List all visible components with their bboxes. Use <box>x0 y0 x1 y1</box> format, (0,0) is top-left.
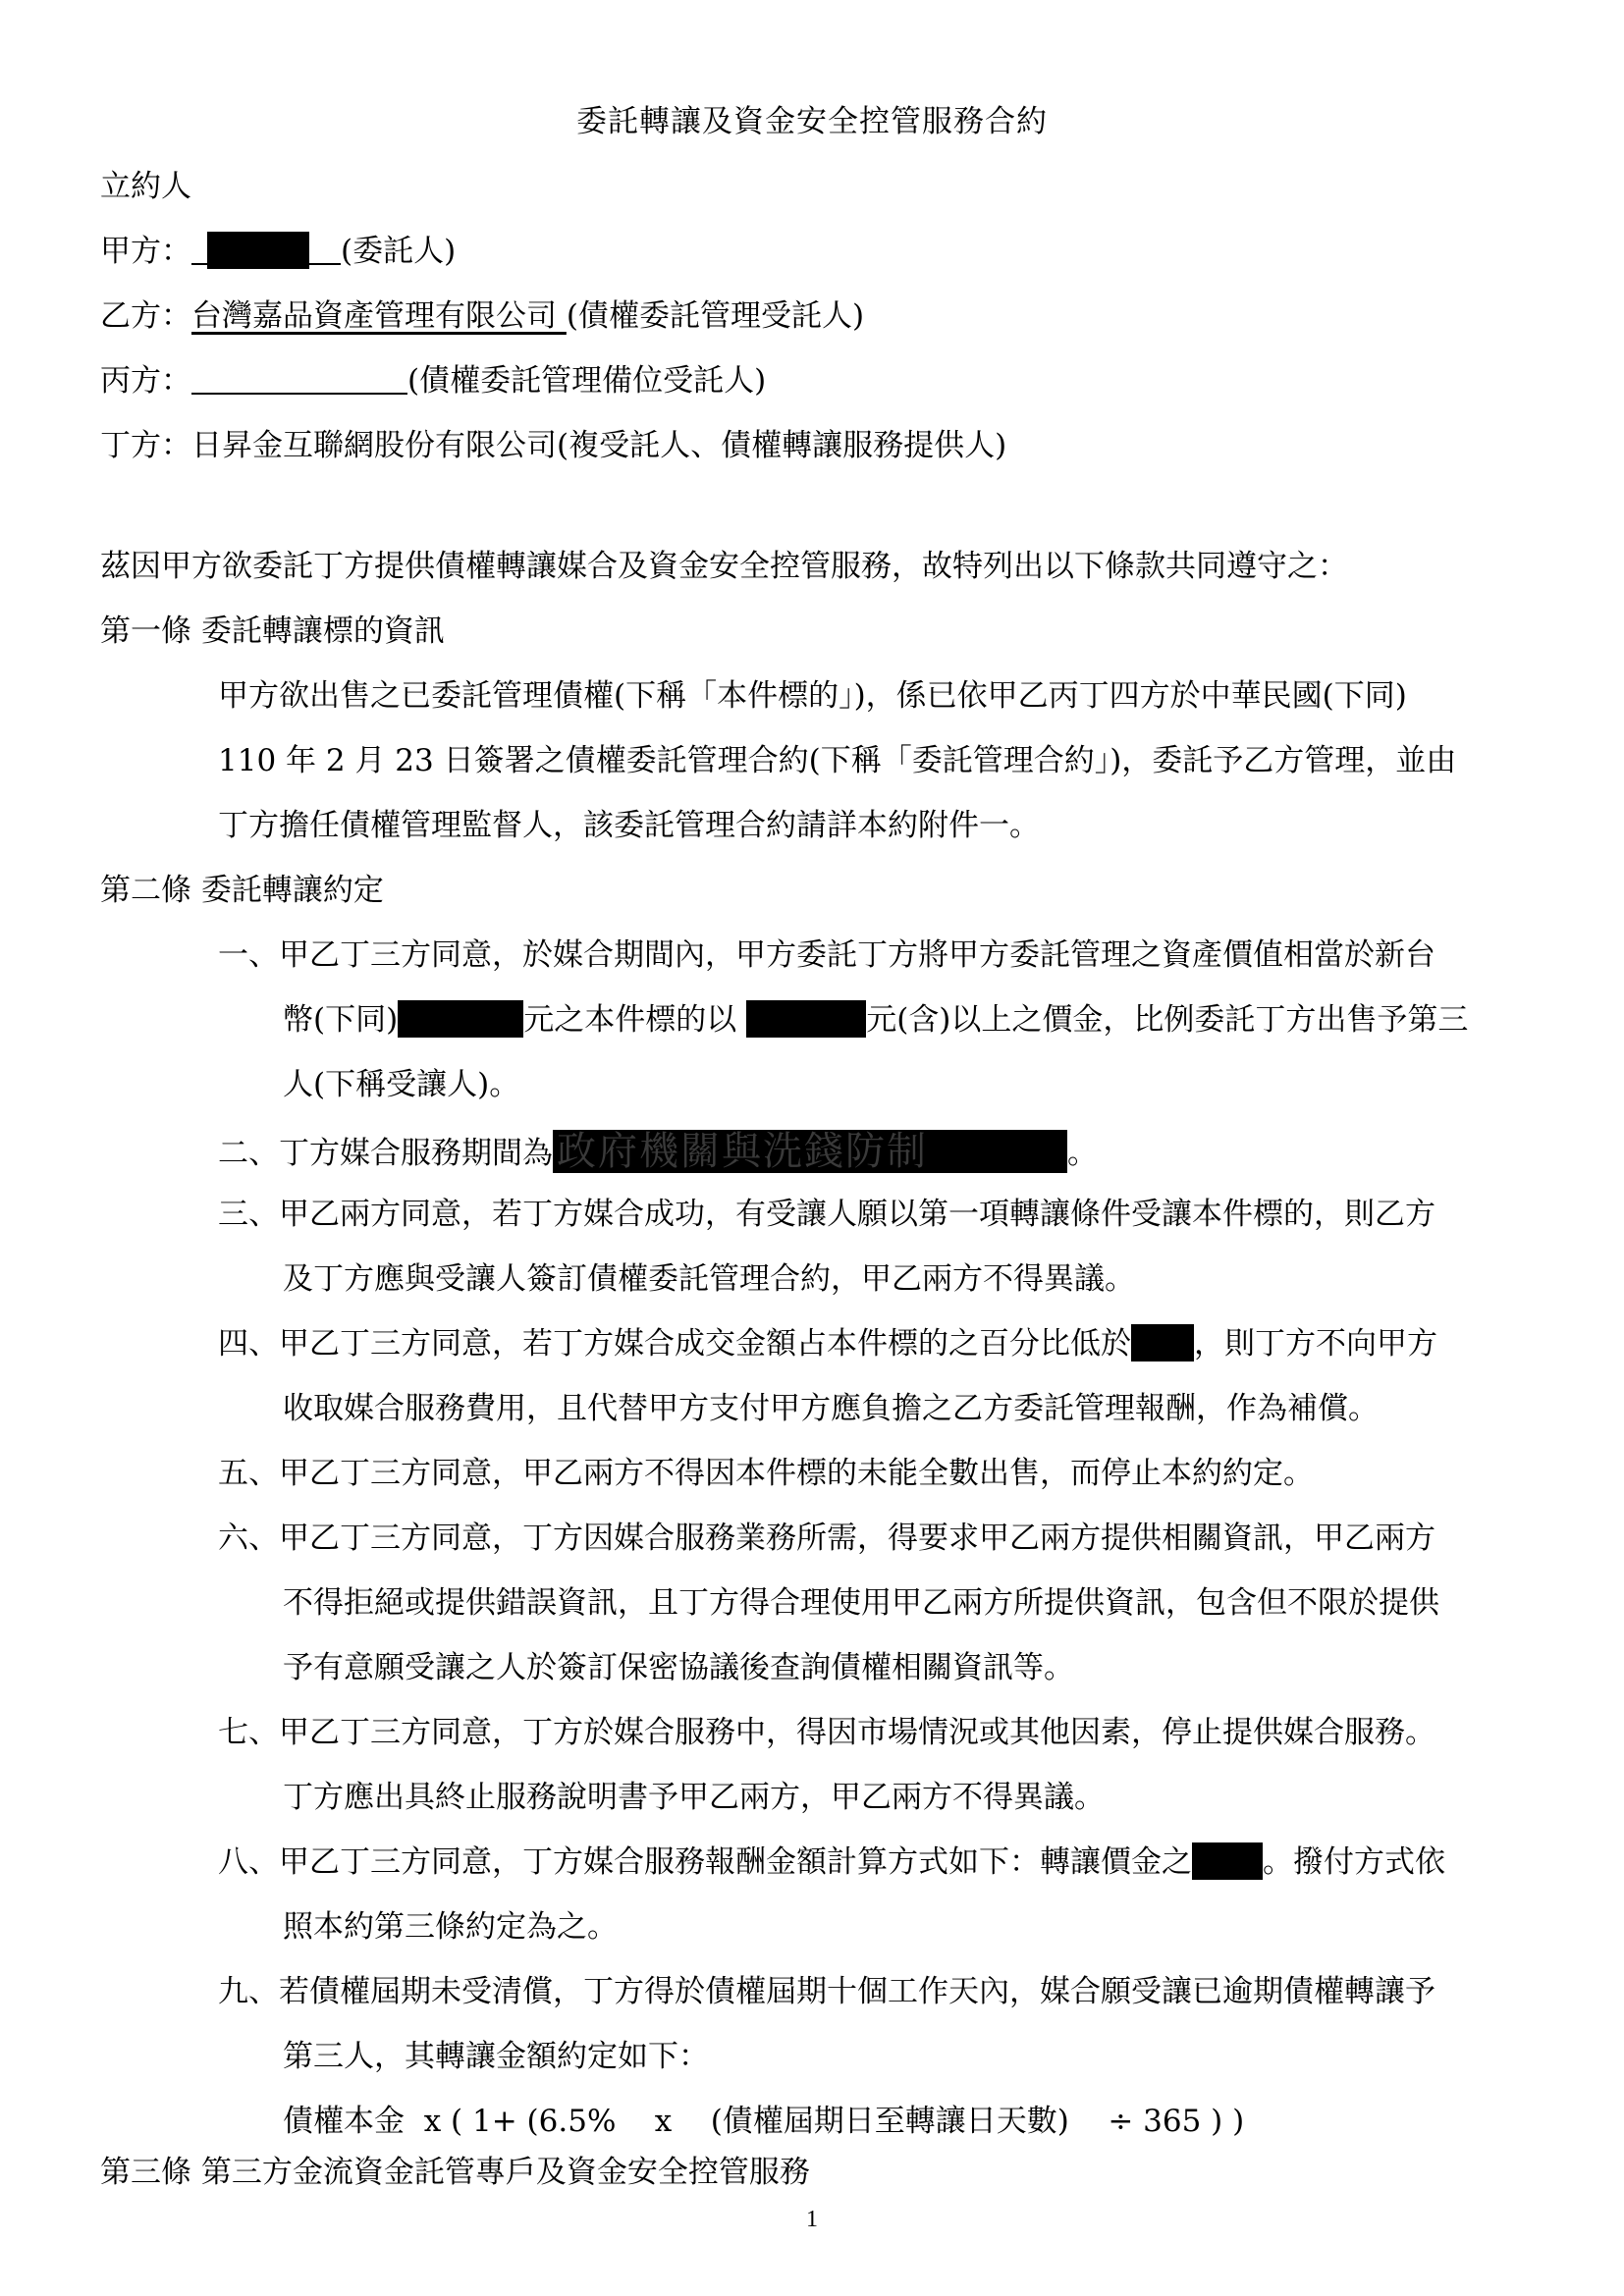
clause-9-line-1: 九、若債權屆期未受清償，丁方得於債權屆期十個工作天內，媒合願受讓已逾期債權轉讓予 <box>218 1974 1435 2009</box>
clause-9-line-2: 第三人，其轉讓金額約定如下： <box>283 2039 709 2074</box>
clause-4-line-2: 收取媒合服務費用，且代替甲方支付甲方應負擔之乙方委託管理報酬，作為補償。 <box>283 1391 1379 1426</box>
amount-redaction-1 <box>398 1000 523 1038</box>
party-d-line: 丁方：日昇金互聯網股份有限公司(複受託人、債權轉讓服務提供人) <box>100 428 1007 463</box>
party-c-label: 丙方： <box>100 363 191 399</box>
article-1-heading: 第一條 委託轉讓標的資訊 <box>100 614 445 649</box>
clause-8-text-b: 。撥付方式依 <box>1263 1844 1445 1880</box>
party-c-line <box>100 361 766 400</box>
article-1-line-3: 丁方擔任債權管理監督人，該委託管理合約請詳本約附件一。 <box>218 808 1040 843</box>
clause-3-line-1: 三、甲乙兩方同意，若丁方媒合成功，有受讓人願以第一項轉讓條件受讓本件標的，則乙方 <box>218 1197 1435 1232</box>
intro-paragraph: 茲因甲方欲委託丁方提供債權轉讓媒合及資金安全控管服務，故特列出以下條款共同遵守之： <box>100 549 1348 584</box>
clause-2-line <box>218 1130 1098 1173</box>
article-2-heading: 第二條 委託轉讓約定 <box>100 873 384 908</box>
party-b-label: 乙方： <box>100 298 191 334</box>
clause-1-line-3: 人(下稱受讓人)。 <box>283 1067 520 1102</box>
clause-7-line-2: 丁方應出具終止服務說明書予甲乙兩方，甲乙兩方不得異議。 <box>283 1780 1105 1815</box>
clause-1-line-1: 一、甲乙丁三方同意，於媒合期間內，甲方委託丁方將甲方委託管理之資產價值相當於新台 <box>218 937 1435 973</box>
clause-4-line-1 <box>218 1324 1437 1363</box>
article-1-line-2: 110 年 2 月 23 日簽署之債權委託管理合約(下稱「委託管理合約」)，委託予乙方管理，並由 <box>218 743 1457 778</box>
article-1-line-1: 甲方欲出售之已委託管理債權(下稱「本件標的」)，係已依甲乙丙丁四方於中華民國(下同) <box>218 678 1407 714</box>
clause-7-line-1: 七、甲乙丁三方同意，丁方於媒合服務中，得因市場情況或其他因素，停止提供媒合服務。 <box>218 1715 1435 1750</box>
clause-3-line-2: 及丁方應與受讓人簽訂債權委託管理合約，甲乙兩方不得異議。 <box>283 1261 1135 1297</box>
clause-4-text-b: ，則丁方不向甲方 <box>1194 1326 1437 1362</box>
party-b-name: 台灣嘉品資產管理有限公司 <box>191 298 567 334</box>
party-b-line <box>100 296 864 336</box>
clause-1-line-2 <box>283 1000 1468 1040</box>
clause-6-line-1: 六、甲乙丁三方同意，丁方因媒合服務業務所需，得要求甲乙兩方提供相關資訊，甲乙兩方 <box>218 1521 1435 1556</box>
party-a-line <box>100 232 456 271</box>
clause-4-text-a: 四、甲乙丁三方同意，若丁方媒合成交金額占本件標的之百分比低於 <box>218 1326 1131 1362</box>
clause-5-line: 五、甲乙丁三方同意，甲乙兩方不得因本件標的未能全數出售，而停止本約約定。 <box>218 1456 1314 1491</box>
amount-redaction-2 <box>746 1000 866 1038</box>
clause-8-line-1 <box>218 1842 1445 1882</box>
redaction-watermark: 政府機關與洗錢防制 <box>553 1130 1067 1173</box>
clause-6-line-3: 予有意願受讓之人於簽訂保密協議後查詢債權相關資訊等。 <box>283 1650 1074 1685</box>
clause-2-end: 。 <box>1067 1136 1098 1171</box>
party-a-blank-right <box>309 234 341 265</box>
party-c-role: (債權委託管理備位受託人) <box>407 363 767 399</box>
party-a-redaction <box>207 232 309 269</box>
percent-redaction <box>1131 1324 1194 1362</box>
party-b-role: (債權委託管理受託人) <box>566 298 865 334</box>
party-c-blank <box>191 363 407 395</box>
fee-redaction <box>1192 1842 1263 1880</box>
clause-1-text-a: 幣(下同) <box>283 1002 399 1038</box>
clause-1-text-b: 元之本件標的以 <box>523 1002 737 1038</box>
page-number: 1 <box>806 2207 818 2232</box>
clause-9-formula: 債權本金 x ( 1+ (6.5% x (債權屆期日至轉讓日天數) ÷ 365 ) ) <box>283 2104 1245 2139</box>
party-a-label: 甲方： <box>100 234 191 269</box>
clause-8-line-2: 照本約第三條約定為之。 <box>283 1909 618 1945</box>
parties-heading: 立約人 <box>100 169 191 204</box>
party-a-role: (委託人) <box>341 234 457 269</box>
doc-title: 委託轉讓及資金安全控管服務合約 <box>576 104 1048 139</box>
article-3-heading: 第三條 第三方金流資金託管專戶及資金安全控管服務 <box>100 2155 810 2190</box>
clause-1-text-c: 元(含)以上之價金，比例委託丁方出售予第三 <box>866 1002 1469 1038</box>
clause-6-line-2: 不得拒絕或提供錯誤資訊，且丁方得合理使用甲乙兩方所提供資訊，包含但不限於提供 <box>283 1585 1439 1621</box>
clause-2-text: 二、丁方媒合服務期間為 <box>218 1136 553 1171</box>
clause-8-text-a: 八、甲乙丁三方同意，丁方媒合服務報酬金額計算方式如下：轉讓價金之 <box>218 1844 1192 1880</box>
party-a-blank-left <box>191 234 207 265</box>
